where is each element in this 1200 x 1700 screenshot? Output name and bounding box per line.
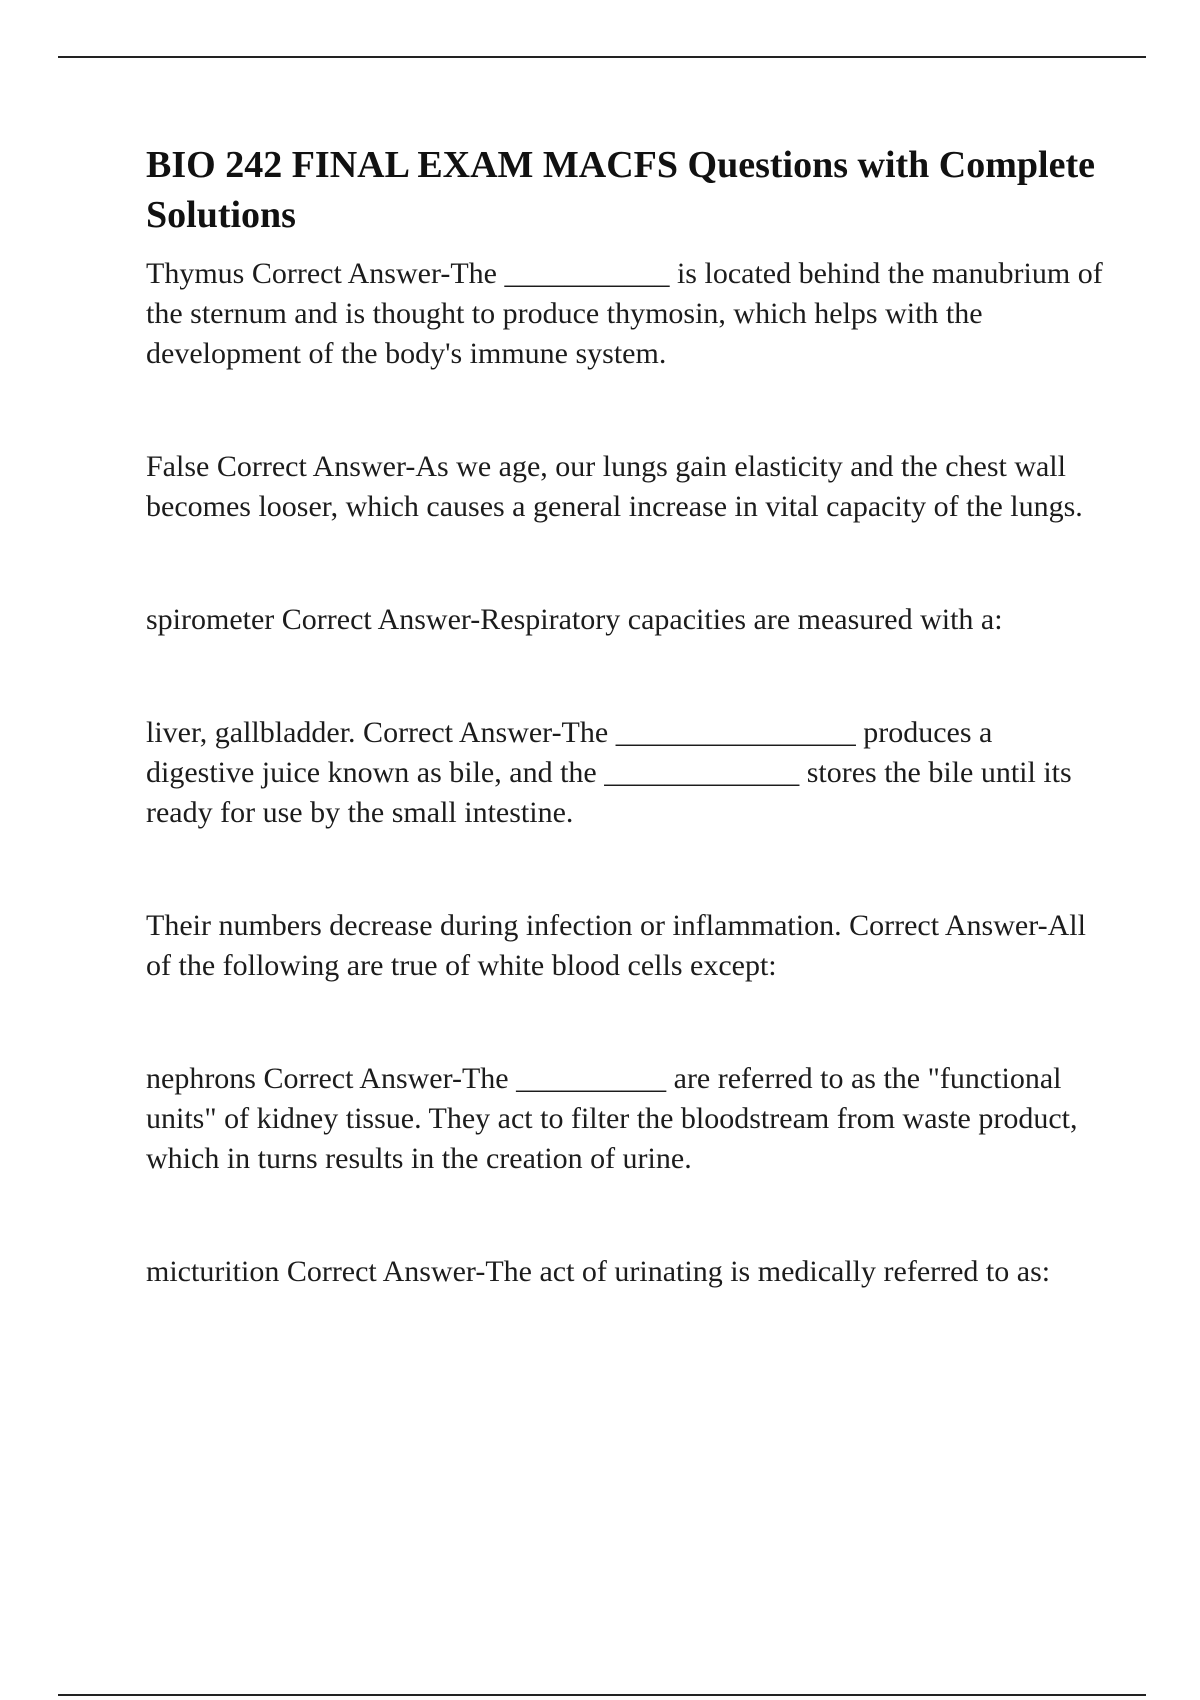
qa-item-white-blood-cells: Their numbers decrease during infection or inflammation. Correct Answer-All of the following are true of white blood cells except: <box>146 909 1086 982</box>
qa-item-thymus: Thymus Correct Answer-The ___________ is located behind the manubrium of the sternum and is thought to produce thymosin, which helps with the development of the body's immune system. <box>146 257 1103 370</box>
qa-item-liver-gallbladder: liver, gallbladder. Correct Answer-The ________________ produces a digestive juice known as bile, and the _____________ stores the bile until its ready for use by the small intestine. <box>146 716 1072 829</box>
document-title: BIO 242 FINAL EXAM MACFS Questions with Complete Solutions <box>146 144 1095 236</box>
header-rule <box>58 56 1146 58</box>
qa-item-spirometer: spirometer Correct Answer-Respiratory capacities are measured with a: <box>146 603 1003 636</box>
document-body <box>146 140 1106 1292</box>
qa-item-lungs-elasticity: False Correct Answer-As we age, our lungs gain elasticity and the chest wall becomes looser, which causes a general increase in vital capacity of the lungs. <box>146 450 1083 523</box>
qa-item-micturition: micturition Correct Answer-The act of urinating is medically referred to as: <box>146 1255 1051 1288</box>
qa-item-nephrons: nephrons Correct Answer-The __________ are referred to as the "functional units" of kidney tissue. They act to filter the bloodstream from waste product, which in turns results in the creation of urine. <box>146 1062 1078 1175</box>
footer-rule <box>58 1694 1146 1696</box>
